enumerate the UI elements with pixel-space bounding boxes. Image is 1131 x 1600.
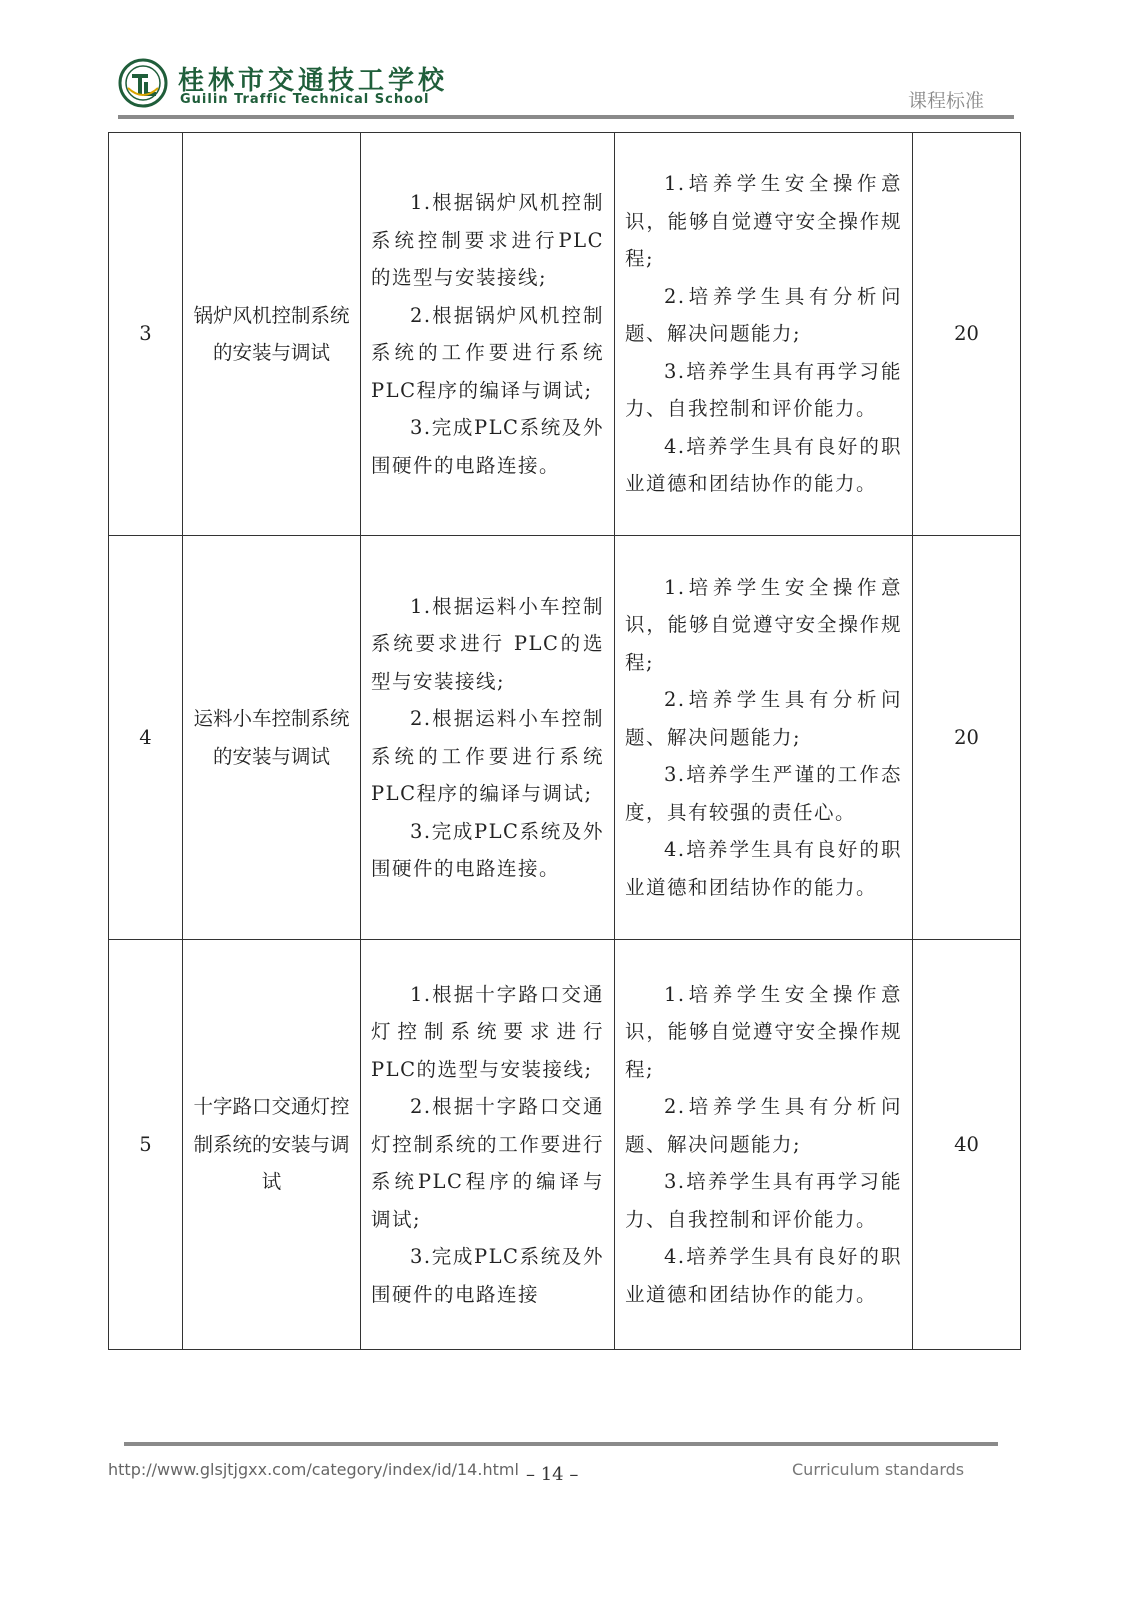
goal-item: 4.培养学生具有良好的职业道德和团结协作的能力。 [625,434,902,496]
curriculum-table [108,132,1021,1350]
school-name-en: Guilin Traffic Technical School [180,92,430,107]
requirement-item: 1.根据十字路口交通灯控制系统要求进行PLC的选型与安装接线; [371,982,604,1081]
goal-item: 2.培养学生具有分析问题、解决问题能力; [625,688,902,749]
task-goals [615,133,913,536]
table-body [109,133,1021,1350]
goal-item: 2.培养学生具有分析问题、解决问题能力; [625,1095,902,1156]
page-header [118,50,1020,120]
row-number: 4 [109,536,183,940]
header-doc-type: 课程标准 [907,90,984,112]
goal-item: 3.培养学生具有再学习能力、自我控制和评价能力。 [625,359,902,421]
task-requirements [361,536,615,940]
table-row [109,133,1021,536]
requirement-item: 1.根据锅炉风机控制系统控制要求进行PLC的选型与安装接线; [371,191,604,289]
row-number: 5 [109,940,183,1350]
goal-item: 2.培养学生具有分析问题、解决问题能力; [625,284,902,346]
class-hours: 40 [913,940,1021,1350]
table-row [109,536,1021,940]
requirement-item: 3.完成PLC系统及外围硬件的电路连接。 [371,819,604,880]
requirement-item: 3.完成PLC系统及外围硬件的电路连接 [371,1245,604,1306]
table-row [109,940,1021,1350]
footer-divider [124,1442,998,1446]
goal-item: 4.培养学生具有良好的职业道德和团结协作的能力。 [625,1245,902,1306]
task-name: 十字路口交通灯控制系统的安装与调试 [183,940,361,1350]
goal-item: 1.培养学生安全操作意识，能够自觉遵守安全操作规程; [625,982,902,1081]
school-name-cn: 桂林市交通技工学校 [178,66,449,96]
task-name: 运料小车控制系统的安装与调试 [183,536,361,940]
requirement-item: 3.完成PLC系统及外围硬件的电路连接。 [371,416,604,477]
requirement-item: 2.根据运料小车控制系统的工作要进行系统PLC程序的编译与调试; [371,707,604,805]
task-requirements [361,940,615,1350]
row-number: 3 [109,133,183,536]
goal-item: 4.培养学生具有良好的职业道德和团结协作的能力。 [625,838,902,899]
goal-item: 1.培养学生安全操作意识，能够自觉遵守安全操作规程; [625,172,902,271]
school-logo-icon [118,58,168,108]
class-hours: 20 [913,536,1021,940]
goal-item: 1.培养学生安全操作意识，能够自觉遵守安全操作规程; [625,575,902,674]
requirement-item: 2.根据十字路口交通灯控制系统的工作要进行系统PLC程序的编译与调试; [371,1095,604,1231]
task-name: 锅炉风机控制系统的安装与调试 [183,133,361,536]
footer-url: http://www.glsjtjgxx.com/category/index/id/14.html [108,1460,519,1479]
task-requirements [361,133,615,536]
task-goals [615,940,913,1350]
header-divider [118,115,1014,119]
goal-item: 3.培养学生具有再学习能力、自我控制和评价能力。 [625,1170,902,1231]
task-goals [615,536,913,940]
page-number: – 14 – [526,1464,579,1485]
requirement-item: 1.根据运料小车控制系统要求进行 PLC的选型与安装接线; [371,594,604,693]
goal-item: 3.培养学生严谨的工作态度，具有较强的责任心。 [625,763,902,824]
class-hours: 20 [913,133,1021,536]
footer-doc-type: Curriculum standards [792,1460,965,1479]
requirement-item: 2.根据锅炉风机控制系统的工作要进行系统PLC程序的编译与调试; [371,303,604,402]
